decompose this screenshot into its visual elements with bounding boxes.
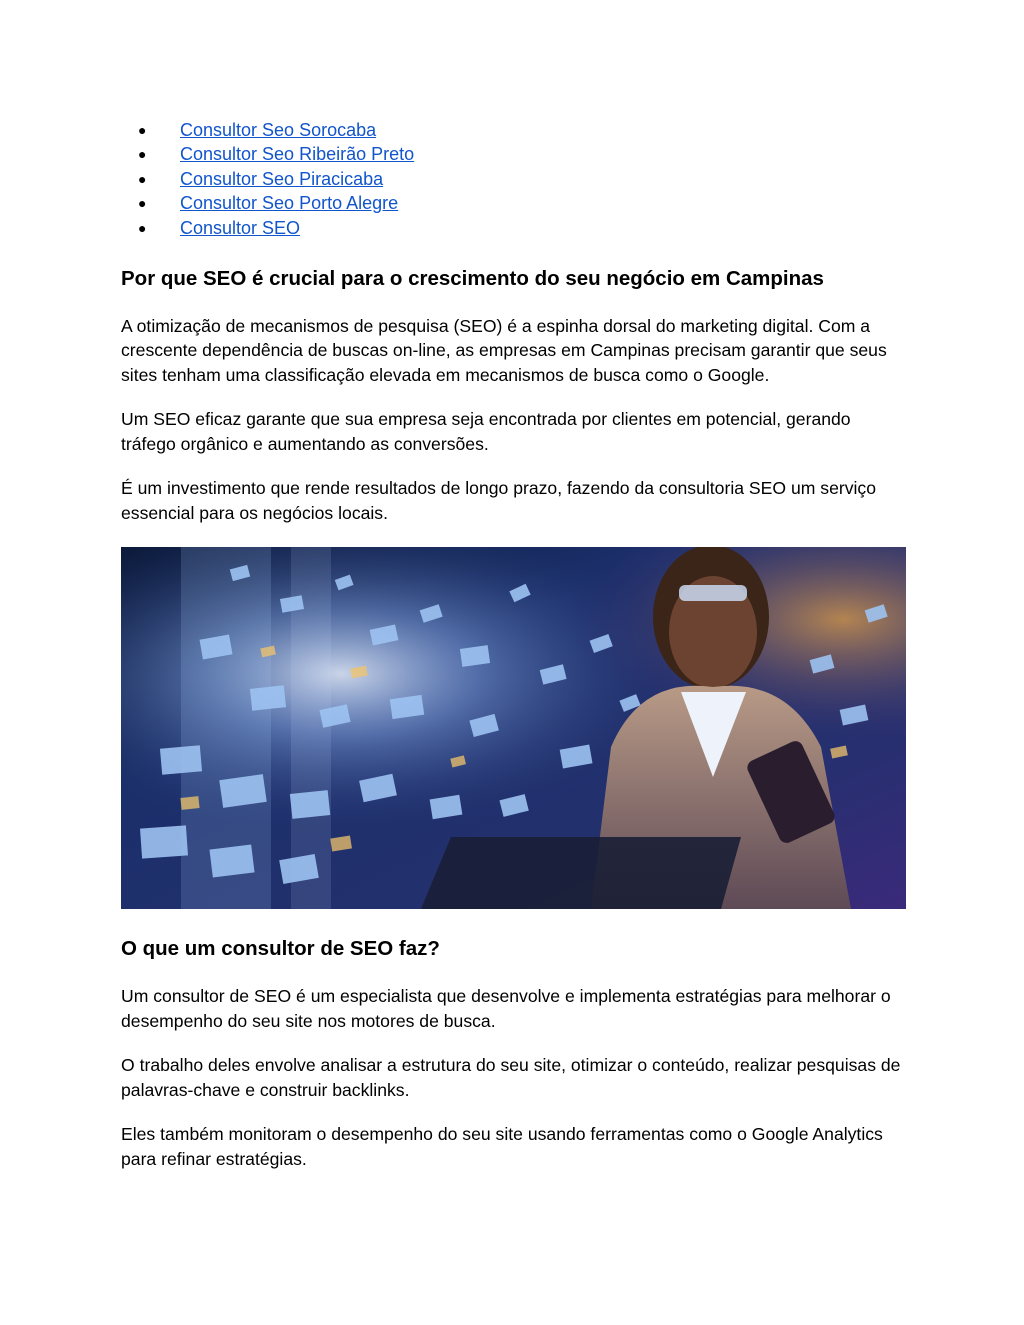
- link-consultor-seo[interactable]: Consultor SEO: [180, 217, 301, 238]
- paragraph: O trabalho deles envolve analisar a estrutura do seu site, otimizar o conteúdo, realizar pesquisas de palavras-chave e construir backlinks.: [121, 1055, 901, 1100]
- section-heading-why-seo: Por que SEO é crucial para o crescimento do seu negócio em Campinas: [121, 266, 824, 290]
- bullet-icon: ●: [138, 122, 147, 138]
- list-item: [121, 142, 906, 166]
- section-heading-what-consultant-does: O que um consultor de SEO faz?: [121, 937, 440, 961]
- list-item: [121, 191, 906, 215]
- paragraph: Eles também monitoram o desempenho do seu site usando ferramentas como o Google Analytics para refinar estratégias.: [121, 1124, 883, 1169]
- bullet-icon: ●: [138, 170, 147, 187]
- paragraph: Um SEO eficaz garante que sua empresa seja encontrada por clientes em potencial, gerando tráfego orgânico e aumentando as conversões.: [121, 409, 851, 454]
- bullet-icon: ●: [138, 146, 147, 163]
- link-consultor-seo-sorocaba[interactable]: Consultor Seo Sorocaba: [180, 120, 377, 140]
- list-item: [121, 118, 906, 142]
- link-consultor-seo-piracicaba[interactable]: Consultor Seo Piracicaba: [180, 168, 384, 189]
- bullet-icon: ●: [138, 195, 147, 212]
- list-item: [121, 216, 906, 240]
- document-page: [121, 118, 906, 1171]
- paragraph: Um consultor de SEO é um especialista que desenvolve e implementa estratégias para melhorar o desempenho do seu site nos motores de busca.: [121, 986, 891, 1031]
- link-consultor-seo-porto-alegre[interactable]: Consultor Seo Porto Alegre: [180, 193, 399, 214]
- related-links-list: [121, 118, 906, 240]
- list-item: [121, 167, 906, 191]
- link-consultor-seo-ribeirao-preto[interactable]: Consultor Seo Ribeirão Preto: [180, 144, 415, 165]
- hero-image: [121, 547, 906, 909]
- bullet-icon: ●: [138, 219, 147, 236]
- paragraph: É um investimento que rende resultados de longo prazo, fazendo da consultoria SEO um serviço essencial para os negócios locais.: [121, 478, 877, 523]
- paragraph: A otimização de mecanismos de pesquisa (SEO) é a espinha dorsal do marketing digital. Com a crescente dependência de buscas on-line, as empresas em Campinas precisam garantir que seus sites tenham uma classificação elevada em mecanismos de busca como o Google.: [121, 315, 887, 385]
